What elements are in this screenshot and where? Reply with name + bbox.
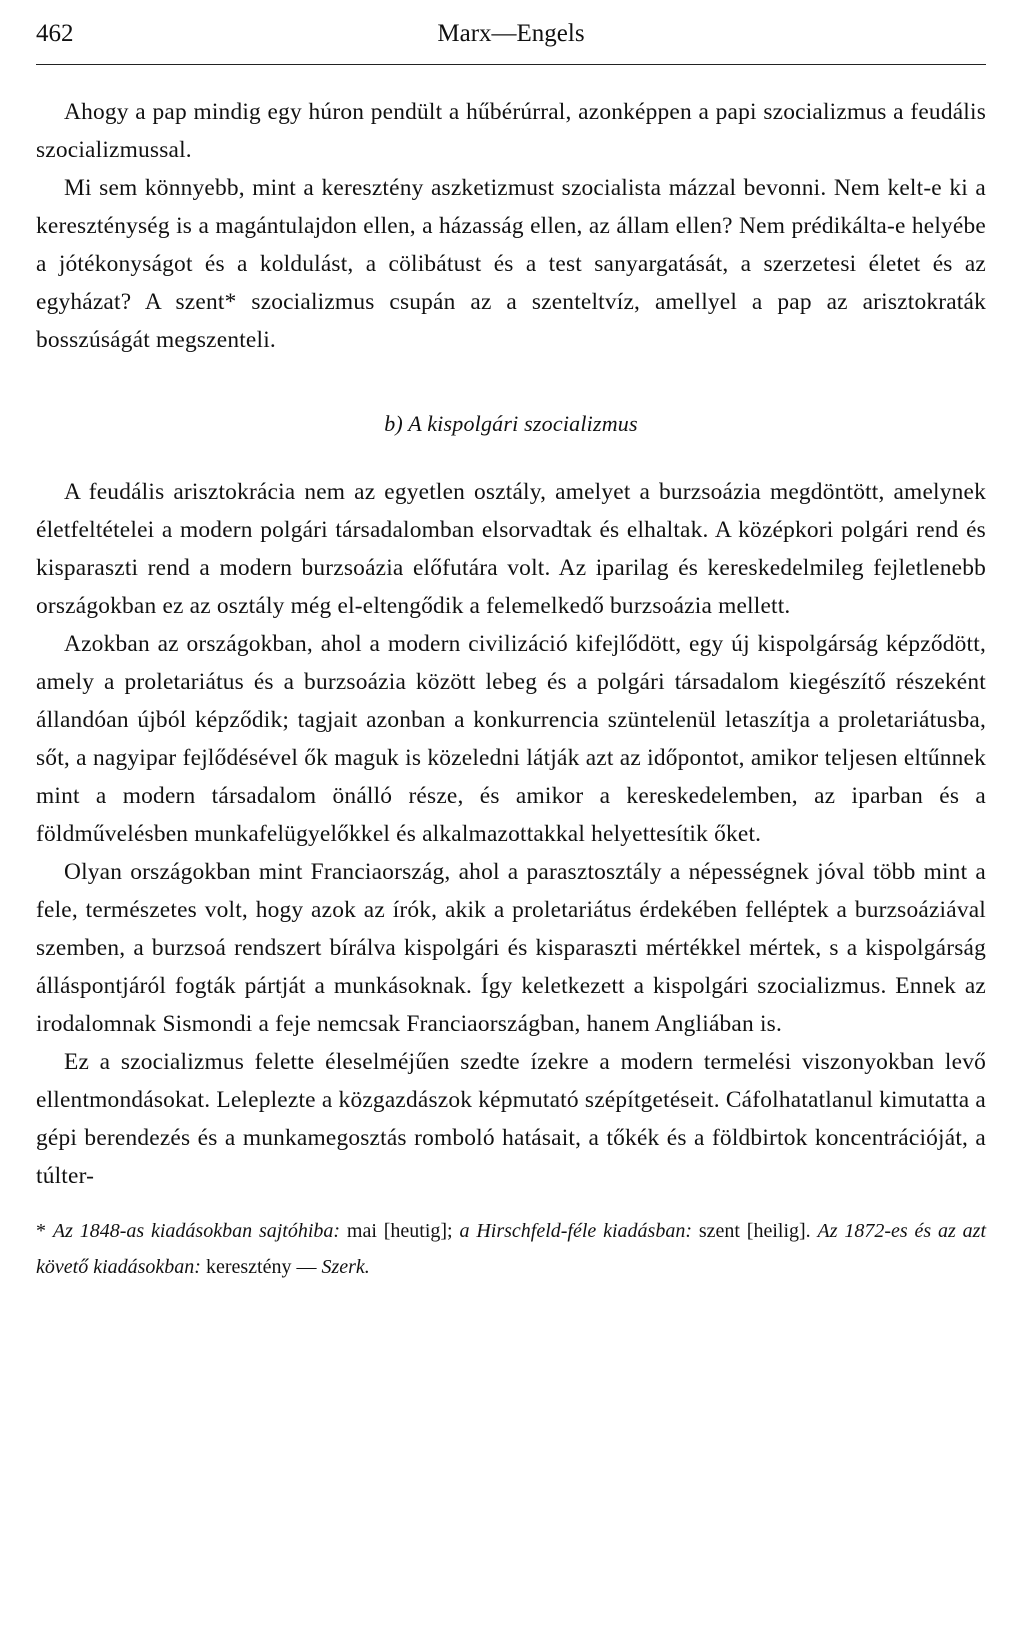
running-head: Marx—Engels bbox=[437, 20, 585, 47]
footnote-marker: * bbox=[36, 1220, 46, 1242]
paragraph: Mi sem könnyebb, mint a keresztény aszketizmust szocialista mázzal bevonni. Nem kelt-e ki a kereszténység is a magántulajdon ellen, a házasság ellen, az állam ellen? Nem prédikálta-e helyébe a jótékonyságot és a koldulást, a cölibátust és a test sanyargatását, a szerzetesi életet és az egyházat? A szent* szocializmus csupán az a szenteltvíz, amellyel a pap az arisztokraták bosszúságát megszenteli. bbox=[36, 175, 986, 353]
page-number: 462 bbox=[36, 20, 74, 47]
footnote-text: Az 1848-as kiadásokban sajtóhiba: bbox=[52, 1220, 341, 1242]
footnote-text: a Hirschfeld-féle kiadásban: bbox=[459, 1220, 693, 1242]
footnote-text: mai [heutig]; bbox=[340, 1220, 460, 1242]
paragraph: A feudális arisztokrácia nem az egyetlen osztály, amelyet a burzsoázia megdöntött, amelynek életfeltételei a modern polgári társadalomban elsorvadtak és elhaltak. A középkori polgári rend és kisparaszti rend a modern burzsoázia előfutára volt. Az iparilag és kereskedelmileg fejletlenebb országokban ez az osztály még el-eltengődik a felemelkedő burzsoázia mellett. bbox=[36, 479, 986, 619]
footnote-text: Szerk. bbox=[321, 1256, 370, 1278]
footnote-text: Az 1872-es és az azt követő kiadásokban: bbox=[36, 1220, 987, 1278]
paragraph: Ez a szocializmus felette éleselméjűen szedte ízekre a modern termelési viszonyokban levő ellentmondásokat. Leleplezte a közgazdászok képmutató szépítgetéseit. Cáfolhatatlanul kimutatta a gépi berendezés és a munkamegosztás romboló hatásait, a tőkék és a földbirtok koncentrációját, a túlter- bbox=[36, 1049, 986, 1189]
book-page bbox=[36, 14, 986, 1285]
paragraph: Ahogy a pap mindig egy húron pendült a hűbérúrral, azonképpen a papi szocializmus a feudális szocializmussal. bbox=[36, 99, 986, 163]
page-header bbox=[36, 14, 986, 54]
paragraph: Azokban az országokban, ahol a modern civilizáció kifejlődött, egy új kispolgárság képződött, amely a proletariátus és a burzsoázia között lebeg és a polgári társadalom kiegészítő részeként állandóan újból képződik; tagjait azonban a konkurrencia szüntelenül letaszítja a proletariátusba, sőt, a nagyipar fejlődésével ők maguk is közeledni látják azt az időpontot, amikor teljesen eltűnnek mint a modern társadalom önálló része, és amikor a kereskedelemben, az iparban és a földművelésben munkafelügyelőkkel és alkalmazottakkal helyettesítik őket. bbox=[36, 631, 986, 847]
section-title: b) A kispolgári szocializmus bbox=[384, 411, 638, 436]
footnote-text: szent [heilig]. bbox=[692, 1220, 818, 1242]
footnote-text: keresztény — bbox=[200, 1256, 322, 1278]
header-rule bbox=[36, 64, 986, 65]
footnote bbox=[36, 1213, 986, 1285]
paragraph: Olyan országokban mint Franciaország, ahol a parasztosztály a népességnek jóval több mint a fele, természetes volt, hogy azok az írók, akik a proletariátus érdekében felléptek a burzsoáziával szemben, a burzsoá rendszert bírálva kispolgári és kisparaszti mértékkel mértek, s a kispolgárság álláspontjáról fogták pártját a munkásoknak. Így keletkezett a kispolgári szocializmus. Ennek az irodalomnak Sismondi a feje nemcsak Franciaországban, hanem Angliában is. bbox=[36, 859, 986, 1037]
body-text bbox=[36, 93, 986, 1195]
